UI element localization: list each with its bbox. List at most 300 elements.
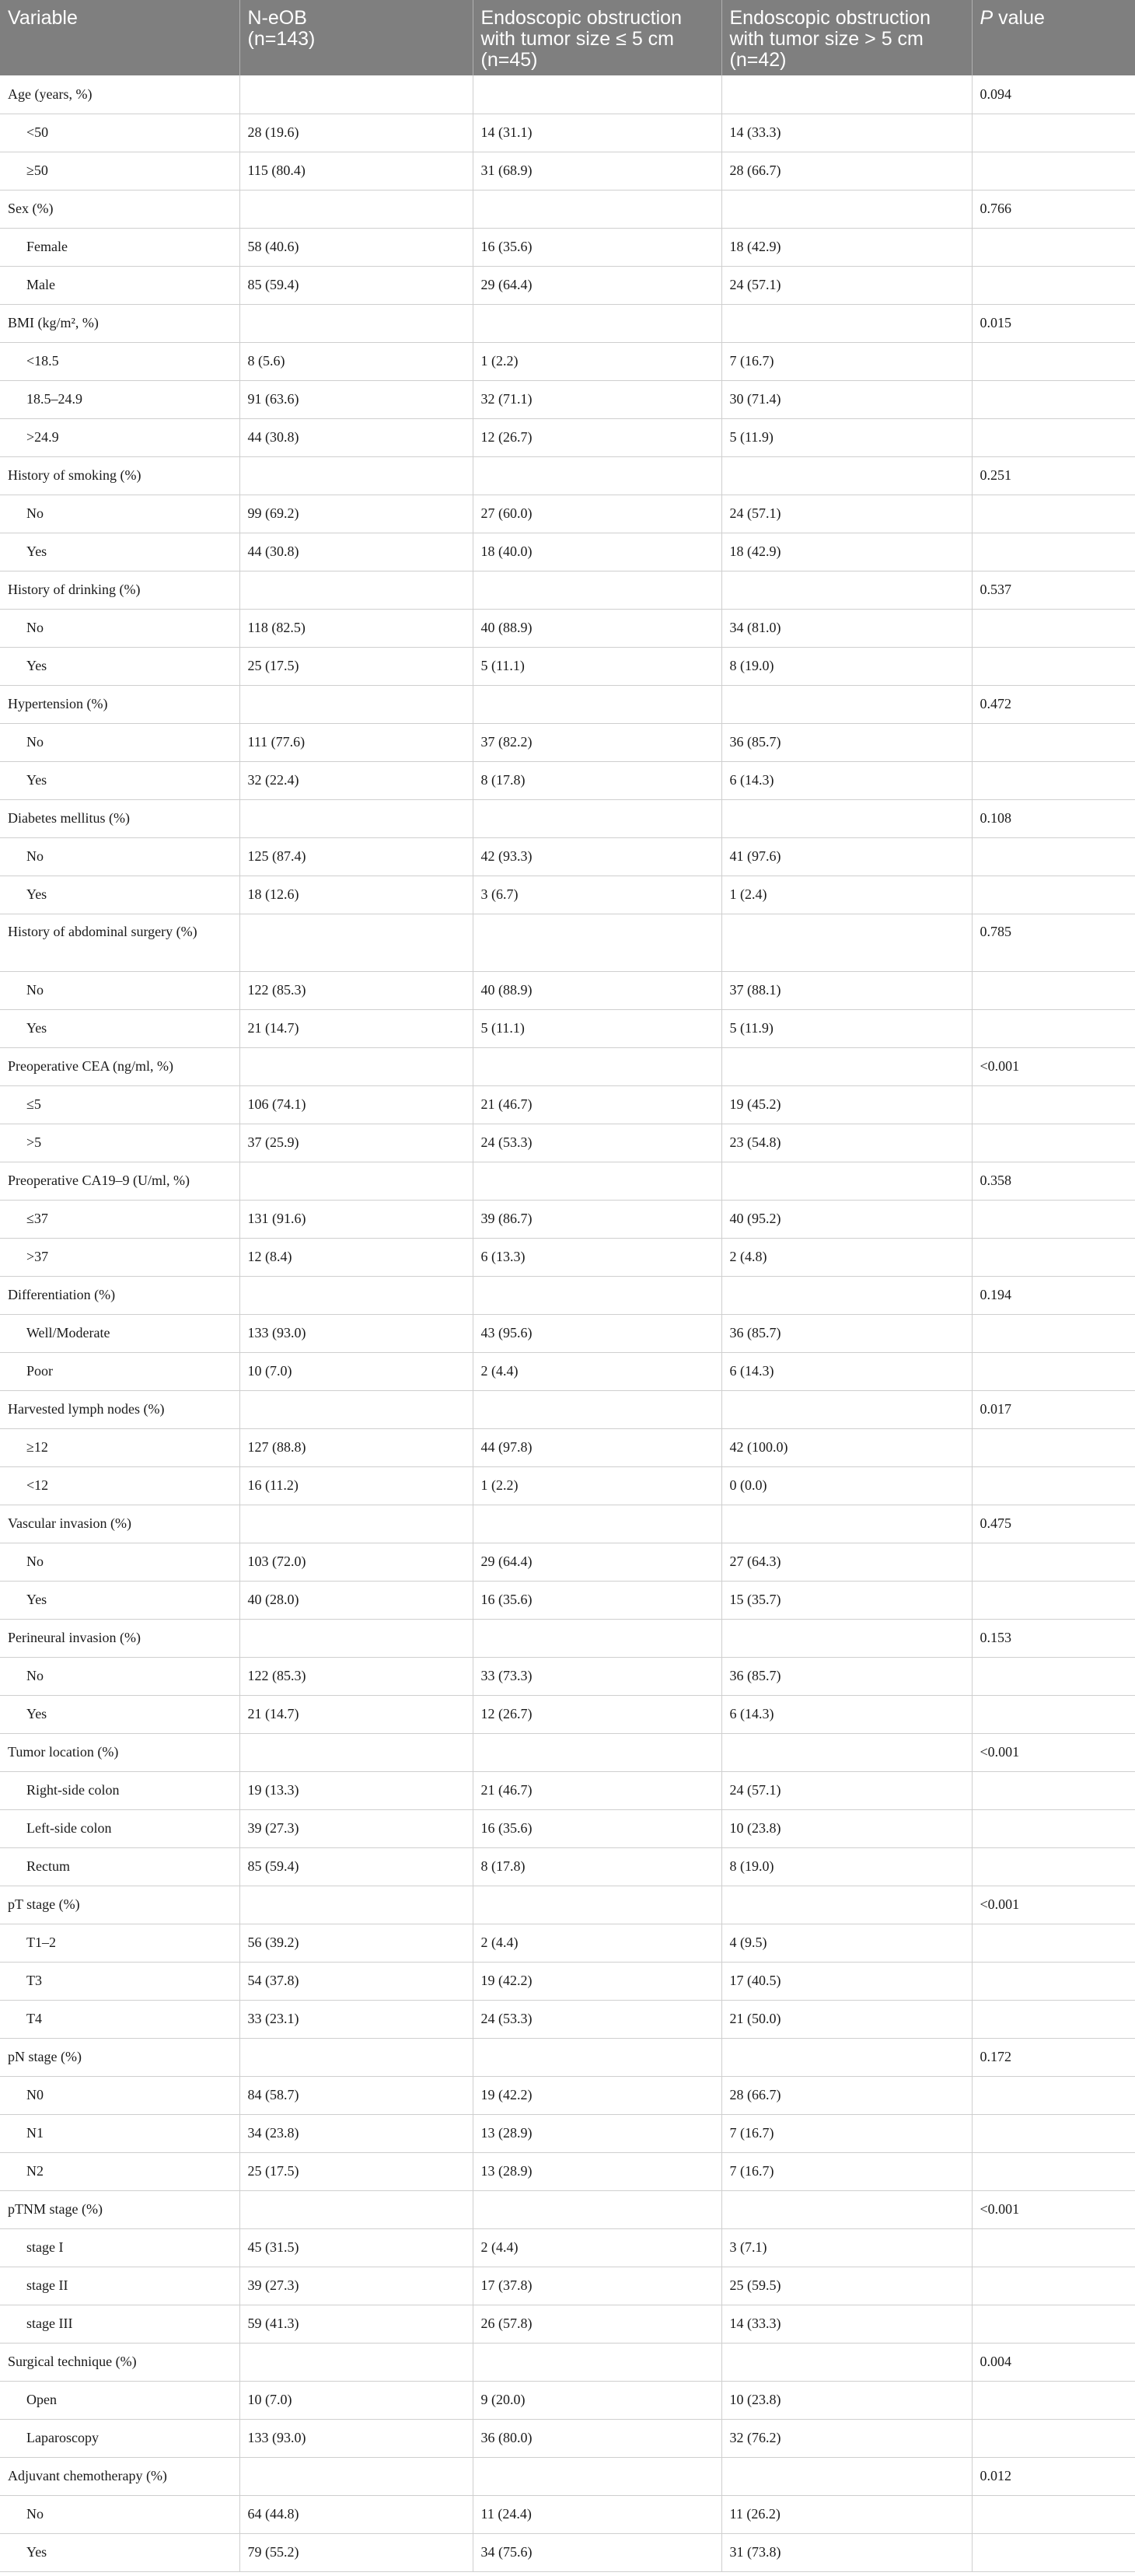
large-tumor-cell: [721, 1733, 972, 1771]
small-tumor-cell: 40 (88.9): [473, 971, 721, 1009]
large-tumor-cell: 36 (85.7): [721, 1314, 972, 1352]
table-row-subcategory: [0, 2305, 1135, 2343]
row-label: Surgical technique (%): [0, 2343, 239, 2381]
row-label: Age (years, %): [0, 75, 239, 114]
p-value-cell: 0.475: [972, 1505, 1135, 1543]
neob-cell: 54 (37.8): [239, 1962, 473, 2000]
small-tumor-cell: 42 (93.3): [473, 837, 721, 876]
row-label: >5: [0, 1124, 239, 1162]
row-label: ≤37: [0, 1200, 239, 1238]
row-label: Female: [0, 228, 239, 266]
p-value-cell: 0.537: [972, 571, 1135, 609]
large-tumor-cell: 41 (97.6): [721, 837, 972, 876]
table-row-subcategory: [0, 1124, 1135, 1162]
row-label: No: [0, 1657, 239, 1695]
table-header: [0, 0, 1135, 75]
row-label: No: [0, 1543, 239, 1581]
neob-cell: 32 (22.4): [239, 761, 473, 799]
small-tumor-cell: 13 (28.9): [473, 2114, 721, 2152]
large-tumor-cell: 24 (57.1): [721, 1771, 972, 1809]
neob-cell: 59 (41.3): [239, 2305, 473, 2343]
neob-cell: 106 (74.1): [239, 1085, 473, 1124]
small-tumor-cell: [473, 1162, 721, 1200]
small-tumor-cell: [473, 190, 721, 228]
table-row-subcategory: [0, 380, 1135, 418]
neob-cell: 85 (59.4): [239, 1847, 473, 1886]
table-row-subcategory: [0, 418, 1135, 456]
table-row-subcategory: [0, 342, 1135, 380]
p-value-cell: [972, 2533, 1135, 2571]
p-value-cell: [972, 1695, 1135, 1733]
row-label: Poor: [0, 1352, 239, 1390]
p-value-cell: 0.094: [972, 75, 1135, 114]
p-value-cell: 0.108: [972, 799, 1135, 837]
table-row-subcategory: [0, 2495, 1135, 2533]
table-row-subcategory: [0, 1581, 1135, 1619]
table-row-subcategory: [0, 609, 1135, 647]
neob-cell: 118 (82.5): [239, 609, 473, 647]
header-neob: [239, 0, 473, 75]
p-value-cell: [972, 1581, 1135, 1619]
large-tumor-cell: 32 (76.2): [721, 2419, 972, 2457]
neob-cell: 44 (30.8): [239, 418, 473, 456]
small-tumor-cell: 34 (75.6): [473, 2533, 721, 2571]
row-label: History of smoking (%): [0, 456, 239, 495]
small-tumor-cell: 44 (97.8): [473, 1428, 721, 1466]
p-value-cell: [972, 1924, 1135, 1962]
row-label: T3: [0, 1962, 239, 2000]
p-value-cell: [972, 228, 1135, 266]
p-value-cell: 0.004: [972, 2343, 1135, 2381]
table-row-subcategory: [0, 1657, 1135, 1695]
p-value-cell: 0.153: [972, 1619, 1135, 1657]
small-tumor-cell: 12 (26.7): [473, 1695, 721, 1733]
p-value-cell: [972, 1352, 1135, 1390]
neob-cell: 40 (28.0): [239, 1581, 473, 1619]
row-label: Yes: [0, 647, 239, 685]
p-value-cell: 0.017: [972, 1390, 1135, 1428]
neob-cell: 44 (30.8): [239, 533, 473, 571]
p-value-cell: 0.251: [972, 456, 1135, 495]
p-value-cell: [972, 1314, 1135, 1352]
p-value-cell: [972, 1009, 1135, 1047]
p-value-cell: [972, 1466, 1135, 1505]
p-value-cell: [972, 2000, 1135, 2038]
p-value-cell: [972, 1543, 1135, 1581]
large-tumor-cell: [721, 685, 972, 723]
row-label: N1: [0, 2114, 239, 2152]
small-tumor-cell: 8 (17.8): [473, 1847, 721, 1886]
row-label: No: [0, 723, 239, 761]
row-label: Well/Moderate: [0, 1314, 239, 1352]
p-value-cell: 0.766: [972, 190, 1135, 228]
neob-cell: [239, 1390, 473, 1428]
neob-cell: 133 (93.0): [239, 2419, 473, 2457]
large-tumor-cell: [721, 2457, 972, 2495]
neob-cell: 25 (17.5): [239, 647, 473, 685]
header-large-tumor: Endoscopic obstruction with tumor size > 5 cm (n=42): [721, 0, 972, 75]
table-row-variable: [0, 1047, 1135, 1085]
large-tumor-cell: [721, 304, 972, 342]
table-row-subcategory: [0, 152, 1135, 190]
neob-cell: 10 (7.0): [239, 2381, 473, 2419]
small-tumor-cell: [473, 1276, 721, 1314]
neob-cell: 91 (63.6): [239, 380, 473, 418]
row-label: Yes: [0, 761, 239, 799]
p-value-cell: [972, 2305, 1135, 2343]
header-p-italic: P: [980, 7, 994, 29]
small-tumor-cell: 16 (35.6): [473, 228, 721, 266]
row-label: ≤5: [0, 1085, 239, 1124]
large-tumor-cell: 17 (40.5): [721, 1962, 972, 2000]
small-tumor-cell: 1 (2.2): [473, 342, 721, 380]
row-label: pT stage (%): [0, 1886, 239, 1924]
table-row-variable: [0, 1619, 1135, 1657]
table-row-variable: [0, 1276, 1135, 1314]
table-row-subcategory: [0, 2228, 1135, 2267]
table-row-subcategory: [0, 2419, 1135, 2457]
neob-cell: 131 (91.6): [239, 1200, 473, 1238]
row-label: Preoperative CA19–9 (U/ml, %): [0, 1162, 239, 1200]
small-tumor-cell: 40 (88.9): [473, 609, 721, 647]
p-value-cell: [972, 876, 1135, 914]
neob-cell: 21 (14.7): [239, 1009, 473, 1047]
neob-cell: 85 (59.4): [239, 266, 473, 304]
large-tumor-cell: 23 (54.8): [721, 1124, 972, 1162]
row-label: Tumor location (%): [0, 1733, 239, 1771]
table-row-variable: [0, 1505, 1135, 1543]
large-tumor-cell: [721, 914, 972, 971]
p-value-cell: <0.001: [972, 1733, 1135, 1771]
small-tumor-cell: 21 (46.7): [473, 1771, 721, 1809]
large-tumor-cell: [721, 2038, 972, 2076]
table-row-variable: [0, 456, 1135, 495]
table-row-subcategory: [0, 1200, 1135, 1238]
large-tumor-cell: [721, 1162, 972, 1200]
small-tumor-cell: 27 (60.0): [473, 495, 721, 533]
row-label: T4: [0, 2000, 239, 2038]
row-label: Left-side colon: [0, 1809, 239, 1847]
small-tumor-cell: 13 (28.9): [473, 2152, 721, 2190]
row-label: Adjuvant chemotherapy (%): [0, 2457, 239, 2495]
row-label: <18.5: [0, 342, 239, 380]
row-label: No: [0, 837, 239, 876]
row-label: Rectum: [0, 1847, 239, 1886]
p-value-cell: [972, 2228, 1135, 2267]
table-row-variable: [0, 75, 1135, 114]
table-row-subcategory: [0, 1771, 1135, 1809]
small-tumor-cell: [473, 1886, 721, 1924]
row-label: Male: [0, 266, 239, 304]
large-tumor-cell: [721, 1047, 972, 1085]
neob-cell: [239, 1619, 473, 1657]
p-value-cell: [972, 647, 1135, 685]
large-tumor-cell: 7 (16.7): [721, 342, 972, 380]
p-value-cell: [972, 837, 1135, 876]
neob-cell: [239, 2457, 473, 2495]
neob-cell: [239, 1276, 473, 1314]
large-tumor-cell: [721, 2190, 972, 2228]
large-tumor-cell: [721, 571, 972, 609]
small-tumor-cell: 16 (35.6): [473, 1581, 721, 1619]
small-tumor-cell: [473, 2457, 721, 2495]
row-label: ≥12: [0, 1428, 239, 1466]
neob-cell: 133 (93.0): [239, 1314, 473, 1352]
p-value-cell: [972, 495, 1135, 533]
row-label: <50: [0, 114, 239, 152]
neob-cell: [239, 571, 473, 609]
p-value-cell: [972, 1962, 1135, 2000]
neob-cell: 18 (12.6): [239, 876, 473, 914]
large-tumor-cell: 8 (19.0): [721, 647, 972, 685]
table-row-variable: [0, 304, 1135, 342]
p-value-cell: [972, 266, 1135, 304]
small-tumor-cell: [473, 571, 721, 609]
table-row-subcategory: [0, 114, 1135, 152]
small-tumor-cell: [473, 799, 721, 837]
row-label: BMI (kg/m², %): [0, 304, 239, 342]
table-row-variable: [0, 799, 1135, 837]
small-tumor-cell: 31 (68.9): [473, 152, 721, 190]
row-label: Yes: [0, 533, 239, 571]
small-tumor-cell: 18 (40.0): [473, 533, 721, 571]
neob-cell: 37 (25.9): [239, 1124, 473, 1162]
table-row-variable: [0, 1733, 1135, 1771]
table-row-variable: [0, 914, 1135, 971]
large-tumor-cell: 8 (19.0): [721, 1847, 972, 1886]
small-tumor-cell: [473, 2038, 721, 2076]
row-label: Laparoscopy: [0, 2419, 239, 2457]
table-row-variable: [0, 1162, 1135, 1200]
small-tumor-cell: 14 (31.1): [473, 114, 721, 152]
neob-cell: [239, 1047, 473, 1085]
small-tumor-cell: 36 (80.0): [473, 2419, 721, 2457]
table-row-variable: [0, 685, 1135, 723]
neob-cell: [239, 190, 473, 228]
large-tumor-cell: 27 (64.3): [721, 1543, 972, 1581]
header-p-rest: value: [993, 7, 1045, 29]
row-label: pN stage (%): [0, 2038, 239, 2076]
row-label: T1–2: [0, 1924, 239, 1962]
large-tumor-cell: 15 (35.7): [721, 1581, 972, 1619]
p-value-cell: [972, 1428, 1135, 1466]
small-tumor-cell: 5 (11.1): [473, 1009, 721, 1047]
neob-cell: [239, 304, 473, 342]
row-label: Vascular invasion (%): [0, 1505, 239, 1543]
neob-cell: [239, 75, 473, 114]
p-value-cell: [972, 2419, 1135, 2457]
neob-cell: 56 (39.2): [239, 1924, 473, 1962]
row-label: Open: [0, 2381, 239, 2419]
small-tumor-cell: 16 (35.6): [473, 1809, 721, 1847]
large-tumor-cell: 24 (57.1): [721, 266, 972, 304]
large-tumor-cell: 30 (71.4): [721, 380, 972, 418]
large-tumor-cell: 18 (42.9): [721, 533, 972, 571]
large-tumor-cell: [721, 2343, 972, 2381]
large-tumor-cell: [721, 799, 972, 837]
row-label: stage II: [0, 2267, 239, 2305]
p-value-cell: [972, 971, 1135, 1009]
large-tumor-cell: 34 (81.0): [721, 609, 972, 647]
small-tumor-cell: [473, 685, 721, 723]
neob-cell: 8 (5.6): [239, 342, 473, 380]
neob-cell: [239, 2038, 473, 2076]
small-tumor-cell: [473, 304, 721, 342]
header-row: [0, 0, 1135, 75]
neob-cell: 39 (27.3): [239, 1809, 473, 1847]
row-label: Yes: [0, 1695, 239, 1733]
table-row-subcategory: [0, 971, 1135, 1009]
small-tumor-cell: 2 (4.4): [473, 1352, 721, 1390]
row-label: pTNM stage (%): [0, 2190, 239, 2228]
neob-cell: 45 (31.5): [239, 2228, 473, 2267]
small-tumor-cell: 19 (42.2): [473, 1962, 721, 2000]
p-value-cell: 0.172: [972, 2038, 1135, 2076]
table-row-subcategory: [0, 1543, 1135, 1581]
small-tumor-cell: 24 (53.3): [473, 2000, 721, 2038]
neob-cell: 33 (23.1): [239, 2000, 473, 2038]
table-row-subcategory: [0, 2114, 1135, 2152]
p-value-cell: [972, 1809, 1135, 1847]
large-tumor-cell: 21 (50.0): [721, 2000, 972, 2038]
large-tumor-cell: 7 (16.7): [721, 2114, 972, 2152]
row-label: 18.5–24.9: [0, 380, 239, 418]
row-label: <12: [0, 1466, 239, 1505]
small-tumor-cell: [473, 1733, 721, 1771]
table-row-subcategory: [0, 837, 1135, 876]
small-tumor-cell: [473, 1505, 721, 1543]
small-tumor-cell: 37 (82.2): [473, 723, 721, 761]
table-row-variable: [0, 571, 1135, 609]
p-value-cell: [972, 609, 1135, 647]
neob-cell: [239, 2343, 473, 2381]
header-variable: Variable: [0, 0, 239, 75]
small-tumor-cell: 32 (71.1): [473, 380, 721, 418]
neob-cell: 125 (87.4): [239, 837, 473, 876]
large-tumor-cell: 3 (7.1): [721, 2228, 972, 2267]
p-value-cell: 0.015: [972, 304, 1135, 342]
small-tumor-cell: 6 (13.3): [473, 1238, 721, 1276]
row-label: >24.9: [0, 418, 239, 456]
small-tumor-cell: 19 (42.2): [473, 2076, 721, 2114]
large-tumor-cell: 14 (33.3): [721, 2305, 972, 2343]
neob-cell: 25 (17.5): [239, 2152, 473, 2190]
table-row-subcategory: [0, 1924, 1135, 1962]
row-label: No: [0, 609, 239, 647]
small-tumor-cell: 29 (64.4): [473, 1543, 721, 1581]
neob-cell: 79 (55.2): [239, 2533, 473, 2571]
large-tumor-cell: [721, 1505, 972, 1543]
large-tumor-cell: 6 (14.3): [721, 1352, 972, 1390]
neob-cell: [239, 1162, 473, 1200]
table-row-subcategory: [0, 495, 1135, 533]
table-row-subcategory: [0, 1314, 1135, 1352]
row-label: History of abdominal surgery (%): [0, 914, 239, 971]
p-value-cell: <0.001: [972, 1047, 1135, 1085]
large-tumor-cell: 6 (14.3): [721, 761, 972, 799]
small-tumor-cell: 26 (57.8): [473, 2305, 721, 2343]
row-label: No: [0, 2495, 239, 2533]
p-value-cell: [972, 2381, 1135, 2419]
small-tumor-cell: 33 (73.3): [473, 1657, 721, 1695]
table-row-variable: [0, 2038, 1135, 2076]
large-tumor-cell: 2 (4.8): [721, 1238, 972, 1276]
row-label: Differentiation (%): [0, 1276, 239, 1314]
neob-cell: 115 (80.4): [239, 152, 473, 190]
p-value-cell: [972, 114, 1135, 152]
table-row-subcategory: [0, 2533, 1135, 2571]
neob-cell: [239, 799, 473, 837]
large-tumor-cell: [721, 1276, 972, 1314]
large-tumor-cell: 10 (23.8): [721, 2381, 972, 2419]
large-tumor-cell: 19 (45.2): [721, 1085, 972, 1124]
small-tumor-cell: [473, 914, 721, 971]
neob-cell: 28 (19.6): [239, 114, 473, 152]
p-value-cell: [972, 342, 1135, 380]
row-label: Preoperative CEA (ng/ml, %): [0, 1047, 239, 1085]
large-tumor-cell: 10 (23.8): [721, 1809, 972, 1847]
small-tumor-cell: [473, 1047, 721, 1085]
small-tumor-cell: [473, 456, 721, 495]
row-label: N0: [0, 2076, 239, 2114]
neob-cell: [239, 1505, 473, 1543]
row-label: >37: [0, 1238, 239, 1276]
large-tumor-cell: [721, 1619, 972, 1657]
table-row-subcategory: [0, 1009, 1135, 1047]
neob-cell: [239, 456, 473, 495]
small-tumor-cell: [473, 1390, 721, 1428]
neob-cell: 58 (40.6): [239, 228, 473, 266]
table-row-variable: [0, 2457, 1135, 2495]
row-label: No: [0, 971, 239, 1009]
table-body: [0, 75, 1135, 2571]
neob-cell: [239, 1733, 473, 1771]
p-value-cell: [972, 2076, 1135, 2114]
table-row-subcategory: [0, 2000, 1135, 2038]
small-tumor-cell: 5 (11.1): [473, 647, 721, 685]
large-tumor-cell: 28 (66.7): [721, 152, 972, 190]
p-value-cell: [972, 1847, 1135, 1886]
neob-cell: 99 (69.2): [239, 495, 473, 533]
p-value-cell: [972, 1200, 1135, 1238]
row-label: History of drinking (%): [0, 571, 239, 609]
neob-cell: 103 (72.0): [239, 1543, 473, 1581]
p-value-cell: <0.001: [972, 1886, 1135, 1924]
large-tumor-cell: 6 (14.3): [721, 1695, 972, 1733]
table-row-subcategory: [0, 723, 1135, 761]
small-tumor-cell: 9 (20.0): [473, 2381, 721, 2419]
p-value-cell: [972, 380, 1135, 418]
table-row-subcategory: [0, 266, 1135, 304]
large-tumor-cell: 37 (88.1): [721, 971, 972, 1009]
p-value-cell: 0.358: [972, 1162, 1135, 1200]
small-tumor-cell: 8 (17.8): [473, 761, 721, 799]
small-tumor-cell: 3 (6.7): [473, 876, 721, 914]
small-tumor-cell: 11 (24.4): [473, 2495, 721, 2533]
row-label: Yes: [0, 1581, 239, 1619]
neob-cell: [239, 1886, 473, 1924]
table-row-variable: [0, 2343, 1135, 2381]
neob-cell: [239, 914, 473, 971]
p-value-cell: [972, 1657, 1135, 1695]
table-row-subcategory: [0, 228, 1135, 266]
row-label: Yes: [0, 876, 239, 914]
small-tumor-cell: 29 (64.4): [473, 266, 721, 304]
large-tumor-cell: 14 (33.3): [721, 114, 972, 152]
p-value-cell: [972, 418, 1135, 456]
row-label: stage III: [0, 2305, 239, 2343]
large-tumor-cell: 1 (2.4): [721, 876, 972, 914]
